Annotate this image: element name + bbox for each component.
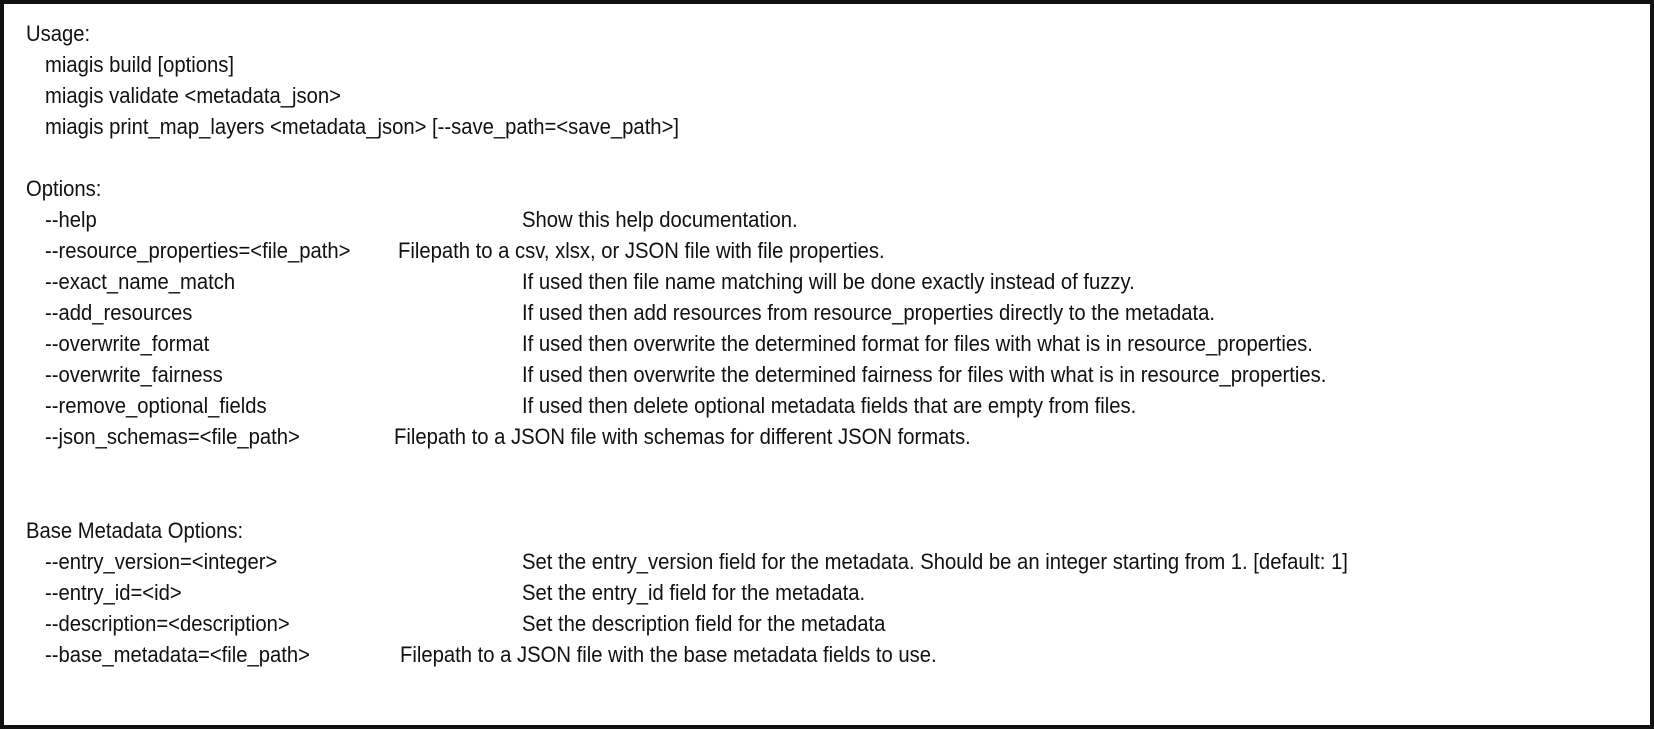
option-desc-remove-optional-fields: If used then delete optional metadata fields that are empty from files. — [522, 393, 1137, 418]
option-flag-entry-version: --entry_version=<integer> — [45, 549, 278, 574]
option-desc-add-resources: If used then add resources from resource_properties directly to the metadata. — [522, 300, 1216, 325]
option-flag-description: --description=<description> — [45, 611, 290, 636]
option-flag-overwrite-format: --overwrite_format — [45, 331, 210, 356]
option-desc-help: Show this help documentation. — [522, 207, 798, 232]
option-flag-entry-id: --entry_id=<id> — [45, 580, 182, 605]
option-flag-base-metadata: --base_metadata=<file_path> — [45, 642, 311, 667]
option-desc-overwrite-fairness: If used then overwrite the determined fairness for files with what is in resource_properties. — [522, 362, 1327, 387]
usage-line-print-map-layers: miagis print_map_layers <metadata_json> [--save_path=<save_path>] — [45, 114, 680, 139]
option-flag-resource-properties: --resource_properties=<file_path> — [45, 238, 351, 263]
option-flag-help: --help — [45, 207, 97, 232]
option-desc-overwrite-format: If used then overwrite the determined format for files with what is in resource_properties. — [522, 331, 1313, 356]
option-desc-entry-version: Set the entry_version field for the metadata. Should be an integer starting from 1. [default: 1] — [522, 549, 1348, 574]
option-flag-json-schemas: --json_schemas=<file_path> — [45, 424, 300, 449]
option-desc-exact-name-match: If used then file name matching will be done exactly instead of fuzzy. — [522, 269, 1135, 294]
base-metadata-options-heading: Base Metadata Options: — [26, 518, 244, 543]
option-desc-base-metadata: Filepath to a JSON file with the base metadata fields to use. — [400, 642, 937, 667]
option-flag-overwrite-fairness: --overwrite_fairness — [45, 362, 223, 387]
option-desc-entry-id: Set the entry_id field for the metadata. — [522, 580, 866, 605]
options-heading: Options: — [26, 176, 102, 201]
option-desc-json-schemas: Filepath to a JSON file with schemas for different JSON formats. — [394, 424, 971, 449]
usage-line-validate: miagis validate <metadata_json> — [45, 83, 341, 108]
option-desc-description: Set the description field for the metadata — [522, 611, 886, 636]
option-flag-exact-name-match: --exact_name_match — [45, 269, 236, 294]
usage-heading: Usage: — [26, 21, 91, 46]
usage-line-build: miagis build [options] — [45, 52, 235, 77]
option-desc-resource-properties: Filepath to a csv, xlsx, or JSON file with file properties. — [398, 238, 885, 263]
option-flag-add-resources: --add_resources — [45, 300, 193, 325]
option-flag-remove-optional-fields: --remove_optional_fields — [45, 393, 267, 418]
